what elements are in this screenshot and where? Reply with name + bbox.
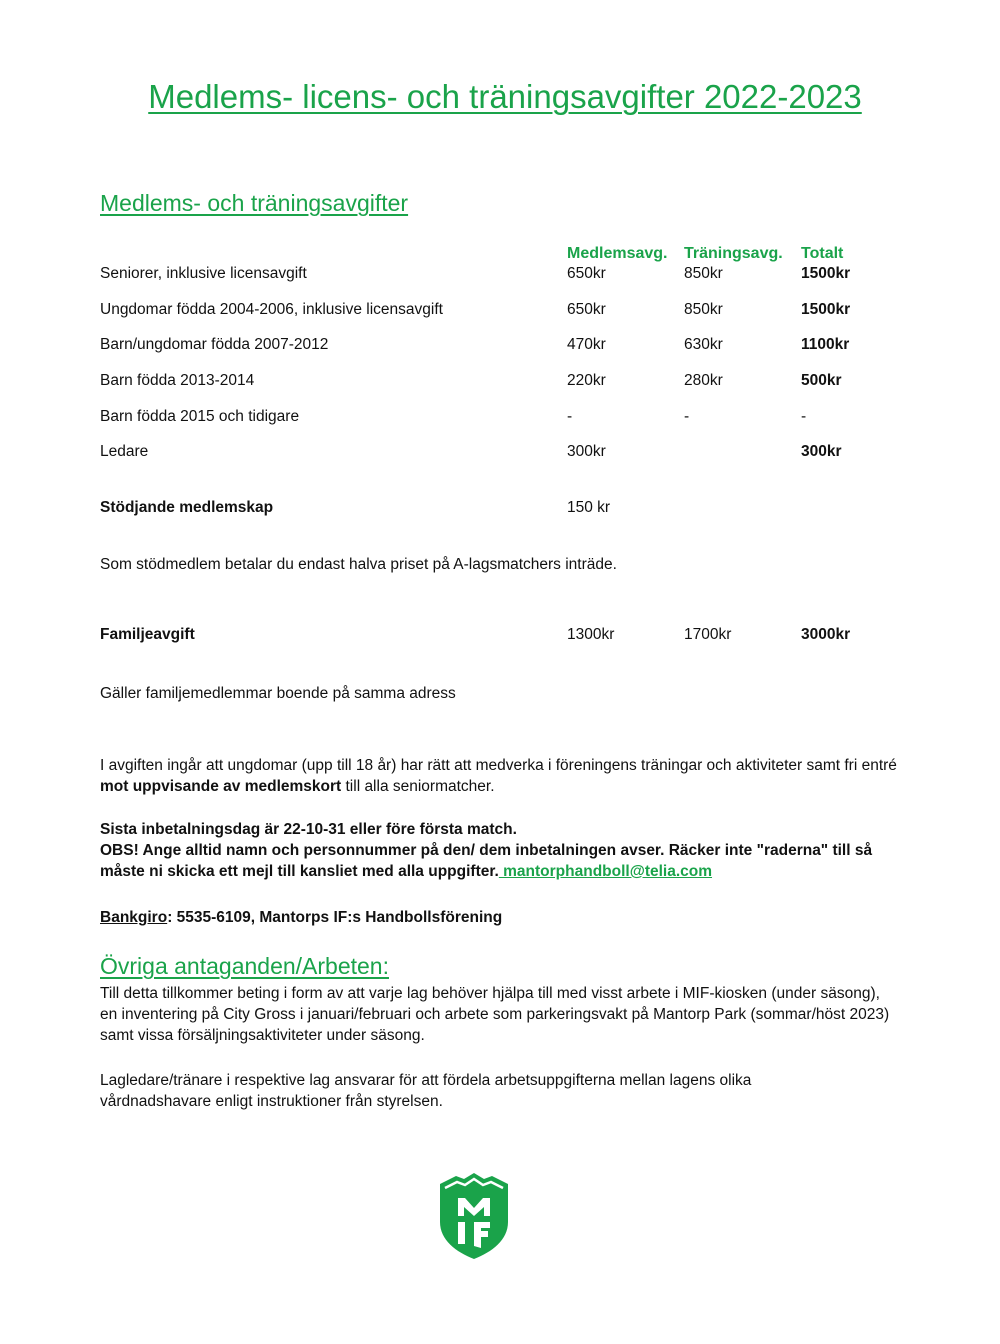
total-fee: - xyxy=(801,408,807,425)
training-fee: 630kr xyxy=(684,336,723,353)
included-bold-text: mot uppvisande av medlemskort xyxy=(100,778,342,795)
included-text: I avgiften ingår att ungdomar (upp till 18 år) har rätt att medverka i föreningens träningar och aktiviteter samt fri entré xyxy=(100,757,897,774)
total-fee: 1500kr xyxy=(801,301,851,318)
column-header-member-fee: Medlemsavg. xyxy=(567,245,668,262)
support-membership-fee: 150 kr xyxy=(567,499,611,516)
included-text-end: till alla seniormatcher. xyxy=(341,778,495,795)
training-fee: 280kr xyxy=(684,372,723,389)
member-fee: 300kr xyxy=(567,443,606,460)
member-fee: 470kr xyxy=(567,336,606,353)
payment-deadline: Sista inbetalningsdag är 22-10-31 eller före första match. xyxy=(100,821,517,838)
mif-logo-icon xyxy=(434,1170,514,1260)
other-paragraph-1: Till detta tillkommer beting i form av att varje lag behöver hjälpa till med visst arbete i MIF-kiosken (under säsong), en inventering på City Gross i januari/februari och arbete som parkeringsvakt på Mantorp Park (sommar/höst 2023) samt vissa försäljningsaktiviteter under säsong. xyxy=(100,985,890,1044)
row-label: Ungdomar födda 2004-2006, inklusive licensavgift xyxy=(100,301,443,318)
total-fee: 500kr xyxy=(801,372,842,389)
total-fee: 1500kr xyxy=(801,265,851,282)
row-label: Barn födda 2015 och tidigare xyxy=(100,408,300,425)
section-heading-fees: Medlems- och träningsavgifter xyxy=(100,190,409,216)
family-fee-label: Familjeavgift xyxy=(100,626,195,643)
row-label: Barn/ungdomar födda 2007-2012 xyxy=(100,336,329,353)
total-fee: 300kr xyxy=(801,443,842,460)
training-fee: 850kr xyxy=(684,301,723,318)
bankgiro-line xyxy=(100,907,502,928)
payment-paragraph xyxy=(100,819,920,882)
bankgiro-value: : 5535-6109, Mantorps IF:s Handbollsförening xyxy=(167,909,503,926)
training-fee: - xyxy=(684,408,690,425)
bankgiro-label: Bankgiro xyxy=(100,909,168,926)
member-fee: 220kr xyxy=(567,372,606,389)
row-label: Seniorer, inklusive licensavgift xyxy=(100,265,307,282)
support-membership-note: Som stödmedlem betalar du endast halva priset på A-lagsmatchers inträde. xyxy=(100,556,617,573)
total-fee: 1100kr xyxy=(801,336,850,353)
column-header-total: Totalt xyxy=(801,245,844,262)
family-training-fee: 1700kr xyxy=(684,626,732,643)
family-member-fee: 1300kr xyxy=(567,626,615,643)
row-label: Ledare xyxy=(100,443,149,460)
member-fee: 650kr xyxy=(567,265,606,282)
included-paragraph xyxy=(100,755,920,797)
other-paragraph-2: Lagledare/tränare i respektive lag ansvarar för att fördela arbetsuppgifterna mellan lagens olika vårdnadshavare enligt instruktioner från styrelsen. xyxy=(100,1072,752,1110)
section-heading-other: Övriga antaganden/Arbeten: xyxy=(100,953,389,979)
document-title: Medlems- licens- och träningsavgifter 2022-2023 xyxy=(148,78,862,115)
support-membership-label: Stödjande medlemskap xyxy=(100,499,274,516)
training-fee: 850kr xyxy=(684,265,723,282)
payment-obs: OBS! Ange alltid namn och personnummer på den/ dem inbetalningen avser. Räcker inte "raderna" till så måste ni skicka ett mejl till kansliet med alla uppgifter. xyxy=(100,842,873,880)
row-label: Barn födda 2013-2014 xyxy=(100,372,255,389)
family-total-fee: 3000kr xyxy=(801,626,851,643)
column-header-training-fee: Träningsavg. xyxy=(684,245,783,262)
member-fee: 650kr xyxy=(567,301,606,318)
email-link[interactable]: mantorphandboll@telia.com xyxy=(498,863,713,880)
family-fee-note: Gäller familjemedlemmar boende på samma adress xyxy=(100,685,456,702)
member-fee: - xyxy=(567,408,573,425)
